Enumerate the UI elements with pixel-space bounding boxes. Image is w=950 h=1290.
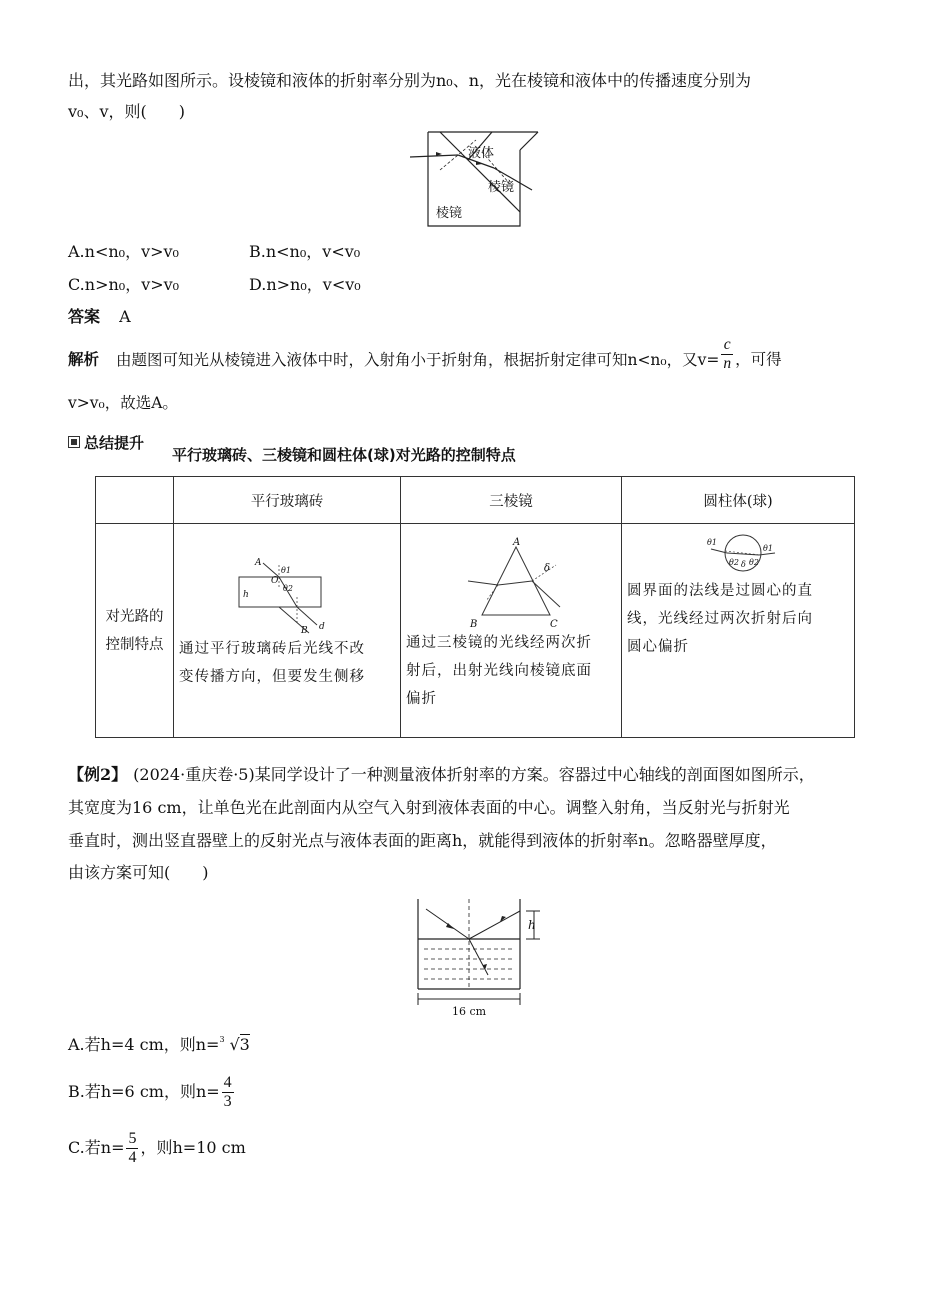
glass-label-theta2: θ2 (283, 584, 293, 593)
cell-cylinder (622, 524, 855, 738)
q2-option-a[interactable] (68, 1034, 250, 1056)
frac-num: c (721, 336, 733, 355)
cylinder-label-theta1-right: θ1 (763, 544, 773, 553)
summary-box-icon (68, 436, 80, 448)
example2-line-3: 垂直时，测出竖直器壁上的反射光点与液体表面的距离h，就能得到液体的折射率n。忽略器壁厚度， (68, 831, 777, 850)
cube-root-value: 3 (239, 1035, 250, 1054)
row-label-line-2: 控制特点 (105, 636, 164, 653)
q2-option-c[interactable] (68, 1130, 246, 1167)
cylinder-label-theta1-left: θ1 (707, 538, 717, 547)
prism-figure (402, 525, 620, 629)
table-header-glass: 平行玻璃砖 (174, 477, 401, 524)
summary-table (95, 476, 855, 738)
label-prism-big: 棱镜 (436, 206, 463, 221)
cylinder-label-theta2-right: θ2 (749, 558, 759, 567)
fraction-5-over-4 (126, 1130, 138, 1167)
summary-label: 总结提升 (84, 434, 145, 452)
cube-root: 3 √3 (219, 1035, 250, 1054)
intro-line-2: v₀、v，则( ) (68, 102, 185, 121)
answer-value: A (119, 307, 131, 326)
cell-prism-line-1: 通过三棱镜的光线经两次折 (406, 635, 592, 651)
table-row (96, 524, 855, 738)
analysis-text: 由题图可知光从棱镜进入液体中时，入射角小于折射角，根据折射定律可知n<n₀，又v= (115, 350, 720, 369)
label-liquid: 液体 (468, 146, 495, 161)
cell-prism (401, 524, 622, 738)
summary-header (68, 432, 144, 454)
table-header-prism: 三棱镜 (401, 477, 622, 524)
prism-hypotenuse (440, 132, 520, 212)
glass-label-O: O (271, 576, 279, 586)
example2-line-2: 其宽度为16 cm，让单色光在此剖面内从空气入射到液体表面的中心。调整入射角，当反射光与折射光 (68, 798, 790, 817)
cell-prism-line-3: 偏折 (406, 691, 437, 707)
prism-label-A: A (513, 537, 521, 548)
example2-tag: 【例2】 (68, 765, 128, 784)
q2-option-b[interactable] (68, 1074, 236, 1111)
example2-line-4: 由该方案可知( ) (68, 863, 209, 882)
frac-c-num: 5 (128, 1130, 137, 1147)
answer-row (68, 306, 131, 328)
prism-liquid-figure (410, 130, 550, 228)
option-a[interactable]: A.n<n₀，v>v₀ (68, 242, 179, 261)
cell-glass (174, 524, 401, 738)
glass-label-h: h (243, 590, 249, 600)
cell-glass-line-1: 通过平行玻璃砖后光线不改 (179, 641, 365, 657)
cylinder-label-theta2-left: θ2 (729, 558, 739, 567)
cell-cylinder-line-2: 线，光线经过两次折射后向 (627, 611, 813, 627)
q2-option-a-text: A.若h=4 cm，则n= (68, 1035, 220, 1054)
fraction-4-over-3 (222, 1074, 234, 1111)
option-b[interactable]: B.n<n₀，v<v₀ (249, 242, 361, 261)
intro-line-1: 出，其光路如图所示。设棱镜和液体的折射率分别为n₀、n，光在棱镜和液体中的传播速度分别为 (68, 71, 752, 90)
summary-title: 平行玻璃砖、三棱镜和圆柱体(球)对光路的控制特点 (172, 446, 516, 464)
analysis-text-after: ，可得 (735, 350, 782, 369)
q2-option-b-text: B.若h=6 cm，则n= (68, 1082, 220, 1101)
example2-text-1: (2024·重庆卷·5)某同学设计了一种测量液体折射率的方案。容器过中心轴线的剖面图如图所示， (133, 765, 815, 784)
cylinder-figure (623, 525, 853, 577)
frac-c-den: 4 (128, 1149, 137, 1166)
analysis-label: 解析 (68, 349, 100, 369)
frac-den: n (723, 355, 732, 372)
container-figure (410, 895, 560, 1021)
glass-label-A: A (255, 558, 262, 568)
cell-cylinder-line-3: 圆心偏折 (627, 639, 689, 655)
fraction-c-over-n (721, 336, 733, 373)
answer-label: 答案 (68, 307, 101, 326)
glass-label-d: d (319, 622, 325, 632)
table-header-row (96, 477, 855, 524)
option-d[interactable]: D.n>n₀，v<v₀ (249, 275, 361, 294)
row-label (96, 524, 174, 738)
cylinder-label-delta: δ (741, 560, 746, 569)
example2-line-1 (68, 764, 815, 786)
glass-slab-figure (175, 525, 399, 635)
container-label-width: 16 cm (452, 1005, 487, 1018)
analysis-line-2: v>v₀，故选A。 (68, 394, 178, 412)
cell-cylinder-line-1: 圆界面的法线是过圆心的直 (627, 583, 813, 599)
analysis-row (68, 336, 782, 373)
cell-glass-line-2: 变传播方向，但要发生侧移 (179, 669, 365, 685)
glass-label-theta1: θ1 (281, 566, 291, 575)
row-label-line-1: 对光路的 (105, 608, 164, 625)
frac-b-num: 4 (223, 1074, 232, 1091)
option-c[interactable]: C.n>n₀，v>v₀ (68, 275, 180, 294)
container-label-h: h (528, 918, 536, 932)
prism-label-delta: δ (544, 563, 551, 574)
label-prism-small: 棱镜 (488, 180, 515, 195)
prism-label-C: C (550, 619, 558, 629)
table-header-cylinder: 圆柱体(球) (622, 477, 855, 524)
frac-b-den: 3 (223, 1093, 232, 1110)
glass-label-B: B (301, 626, 308, 635)
table-header-empty (96, 477, 174, 524)
q2-option-c-after: ，则h=10 cm (140, 1138, 246, 1157)
cell-prism-line-2: 射后，出射光线向棱镜底面 (406, 663, 592, 679)
prism-label-B: B (470, 619, 478, 629)
q2-option-c-text: C.若n= (68, 1138, 125, 1157)
